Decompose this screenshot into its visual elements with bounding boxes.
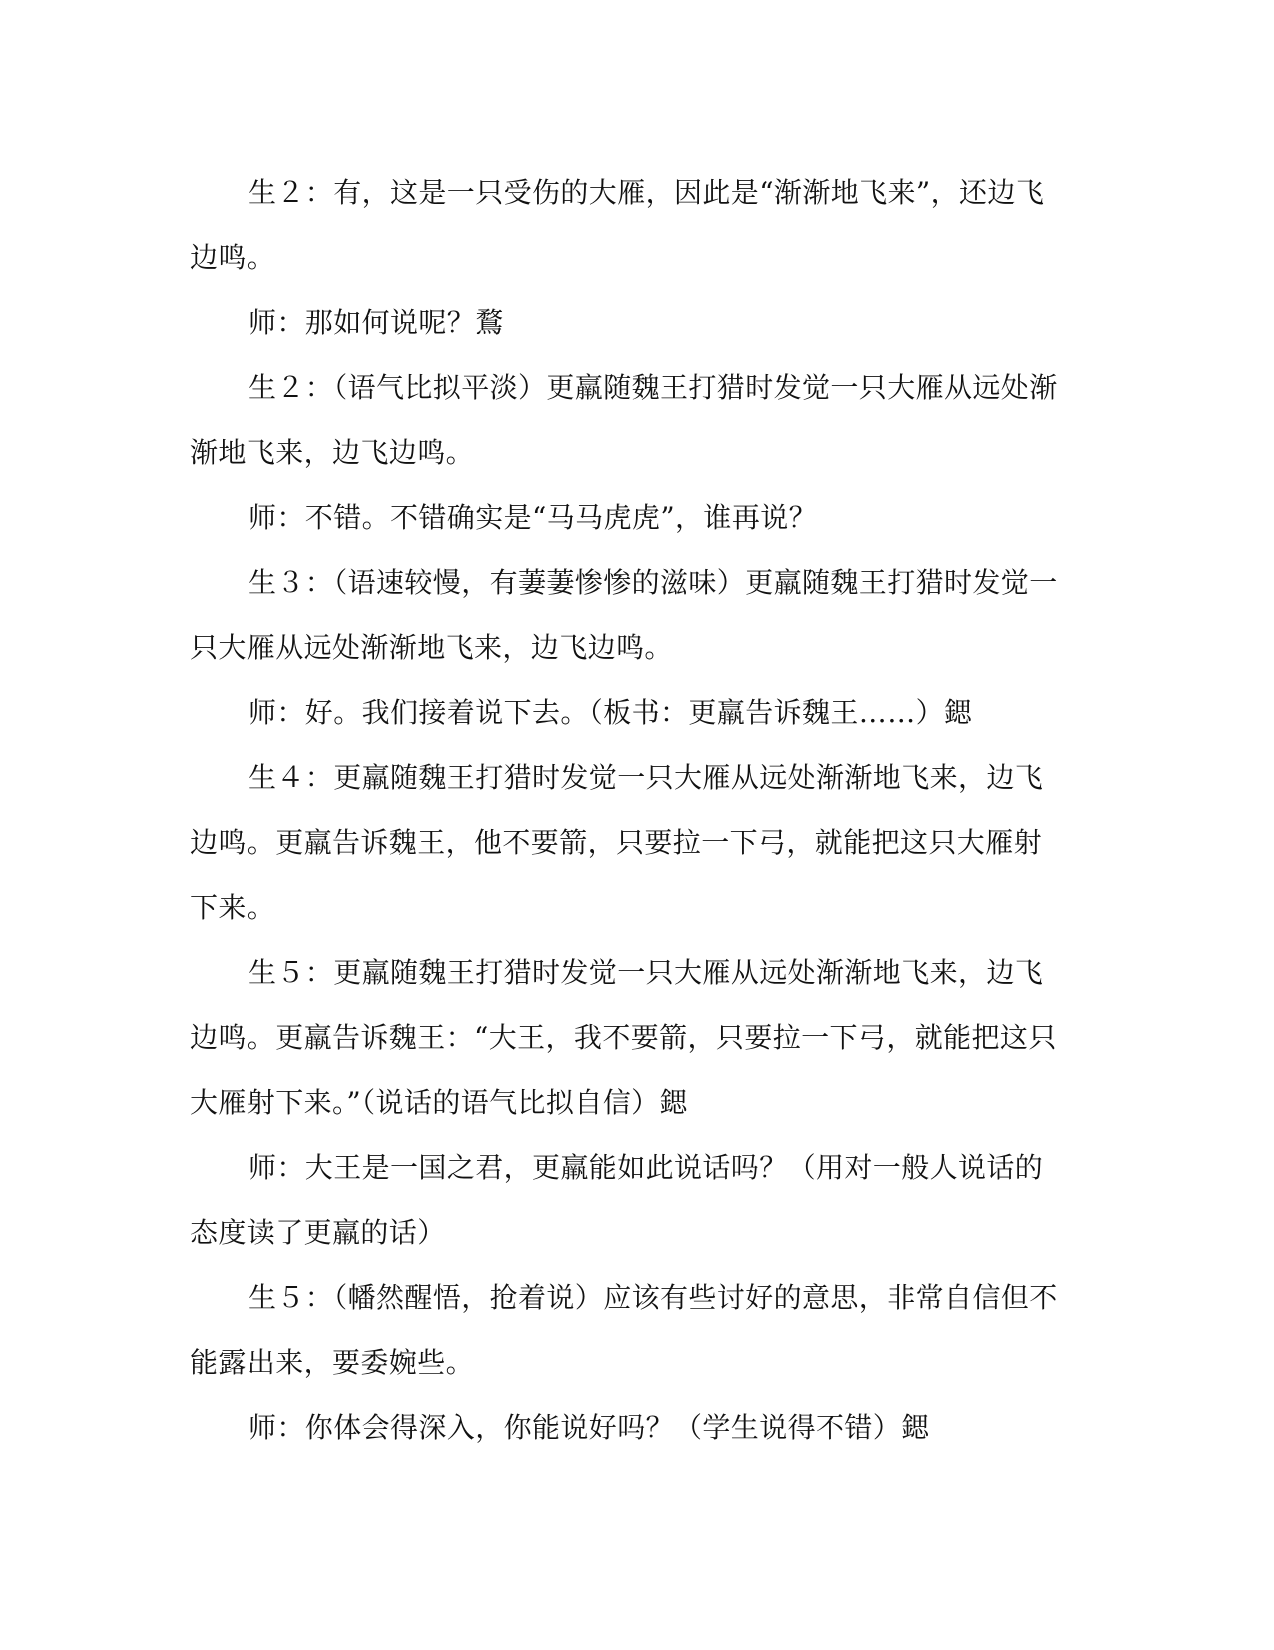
paragraph-student2-reading: 生２：（语气比拟平淡）更羸随魏王打猎时发觉一只大雁从远处渐渐地飞来，边飞边鸣。 — [190, 371, 1058, 469]
document-body — [190, 160, 1070, 1460]
paragraph-teacher-praise: 师：你体会得深入，你能说好吗？（学生说得不错）鍶 — [248, 1411, 930, 1444]
paragraph-teacher-continue: 师：好。我们接着说下去。（板书：更羸告诉魏王……）鍶 — [248, 696, 973, 729]
paragraph-student3-reading: 生３：（语速较慢，有萋萋惨惨的滋味）更羸随魏王打猎时发觉一只大雁从远处渐渐地飞来，边飞边鸣。 — [190, 566, 1058, 664]
paragraph-student5-reading: 生５：更羸随魏王打猎时发觉一只大雁从远处渐渐地飞来，边飞边鸣。更羸告诉魏王：“大王，我不要箭，只要拉一下弓，就能把这只大雁射下来。”（说话的语气比拟自信）鍶 — [190, 956, 1057, 1119]
paragraph-teacher-challenge: 师：大王是一国之君，更羸能如此说话吗？（用对一般人说话的态度读了更羸的话） — [190, 1151, 1044, 1249]
paragraph-student2-answer: 生２：有，这是一只受伤的大雁，因此是“渐渐地飞来”，还边飞边鸣。 — [190, 176, 1045, 274]
paragraph-teacher-question: 师：那如何说呢？鶩 — [248, 306, 504, 339]
paragraph-student5-realization: 生５：（幡然醒悟，抢着说）应该有些讨好的意思，非常自信但不能露出来，要委婉些。 — [190, 1281, 1058, 1379]
paragraph-student4-reading: 生４：更羸随魏王打猎时发觉一只大雁从远处渐渐地飞来，边飞边鸣。更羸告诉魏王，他不要箭，只要拉一下弓，就能把这只大雁射下来。 — [190, 761, 1044, 924]
paragraph-teacher-comment: 师：不错。不错确实是“马马虎虎”，谁再说？ — [248, 501, 818, 534]
